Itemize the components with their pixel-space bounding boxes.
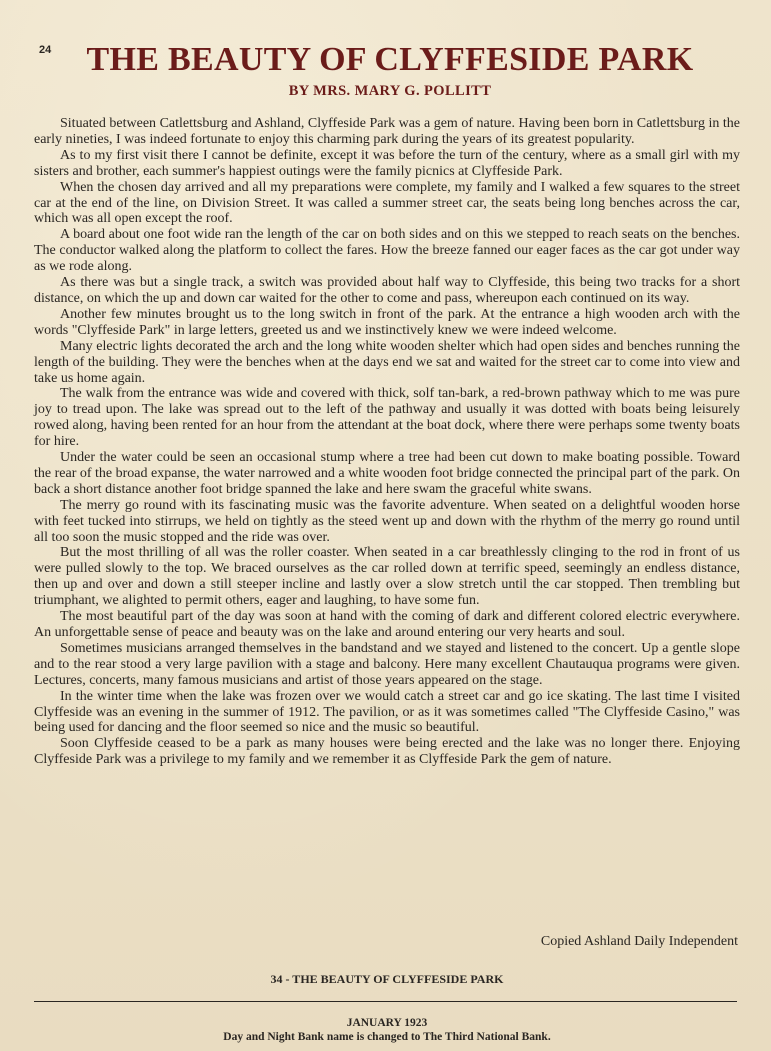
article-paragraph: Soon Clyffeside ceased to be a park as many houses were being erected and the lake was no longer there. Enjoying Clyffeside Park was a privilege to my family and we remember it as Clyffeside Park the gem of nature. <box>34 736 740 768</box>
article-paragraph: The walk from the entrance was wide and covered with thick, solf tan-bark, a red-brown pathway which to me was pure joy to tread upon. The lake was spread out to the left of the pathway and usually it was dotted with boats being leisurely rowed along, having been rented for an hour from the attendant at the boat dock, where there were perhaps some twenty boats for hire. <box>34 386 740 450</box>
article-paragraph: As to my first visit there I cannot be definite, except it was before the turn of the century, where as a small girl with my sisters and brother, each summer's happiest outings were the family picnics at Clyffeside Park. <box>34 147 740 179</box>
article-paragraph: Under the water could be seen an occasional stump where a tree had been cut down to make boating possible. Toward the rear of the broad expanse, the water narrowed and a white wooden foot bridge connected the principal part of the park. On back a short distance another foot bridge spanned the lake and here swam the graceful white swans. <box>34 450 740 497</box>
article-paragraph: When the chosen day arrived and all my preparations were complete, my family and I walked a few squares to the street car at the end of the line, on Division Street. It was called a summer street car, the seats being long benches across the car, which was all open except the roof. <box>34 179 740 227</box>
article-paragraph: The most beautiful part of the day was soon at hand with the coming of dark and different colored electric everywhere. An unforgettable sense of peace and beauty was on the lake and around entering our very hearts and soul. <box>34 609 740 640</box>
article-paragraph: Sometimes musicians arranged themselves in the bandstand and we stayed and listened to the concert. Up a gentle slope and to the rear stood a very large pavilion with a stage and balcony. Here many excellent Chautauqua programs were given. Lectures, concerts, many famous musicians and artist of those years appeared on the stage. <box>34 640 740 688</box>
article-paragraph: Many electric lights decorated the arch and the long white wooden shelter which had open sides and benches running the length of the building. They were the benches when at the days end we sat and waited for the street car to come into view and take us home again. <box>34 338 740 386</box>
article-byline: BY MRS. MARY G. POLLITT <box>288 83 492 99</box>
article-paragraph: Situated between Catlettsburg and Ashland, Clyffeside Park was a gem of nature. Having been born in Catlettsburg in the early nineties, I was indeed fortunate to enjoy this charming park during the years of its greatest popularity. <box>34 116 740 147</box>
source-credit: Copied Ashland Daily Independent <box>540 934 738 949</box>
article-paragraph: As there was but a single track, a switch was provided about half way to Clyffeside, this being two tracks for a short distance, on which the up and down car waited for the other to come and pass, whereupon each continued on its way. <box>34 275 740 306</box>
article-paragraph: A board about one foot wide ran the length of the car on both sides and on this we stepped to reach seats on the benches. The conductor walked along the platform to collect the fares. How the breeze fanned our eager faces as the car got under way as we rode along. <box>34 227 740 275</box>
page-number: 24 <box>39 44 52 56</box>
article-paragraph: The merry go round with its fascinating music was the favorite adventure. When seated on a delightful wooden horse with feet tucked into stirrups, we held on tightly as the steed went up and down with the rhythm of the merry go round until all too soon the music stopped and the ride was over. <box>34 497 740 545</box>
article-paragraph: But the most thrilling of all was the roller coaster. When seated in a car breathlessly clinging to the rod in front of us were pulled slowly to the top. We braced ourselves as the car rolled down at terrific speed, seemingly an endless distance, then up and over and down a still steeper incline and lastly over a slow stretch until the car stopped. Then trembling but triumphant, we alighted to permit others, eager and laughing, to have some fun. <box>34 545 740 609</box>
event-date: JANUARY 1923 <box>346 1017 428 1029</box>
article-body <box>34 116 740 768</box>
footer-caption: 34 - THE BEAUTY OF CLYFFESIDE PARK <box>270 972 504 986</box>
event-text: Day and Night Bank name is changed to The Third National Bank. <box>223 1031 551 1043</box>
article-title: THE BEAUTY OF CLYFFESIDE PARK <box>86 41 694 78</box>
article-paragraph: In the winter time when the lake was frozen over we would catch a street car and go ice skating. The last time I visited Clyffeside was an evening in the summer of 1912. The pavilion, or as it was sometimes called "The Clyffeside Casino," was being used for dancing and the floor seemed so nice and the music so beautiful. <box>34 688 740 736</box>
article-paragraph: Another few minutes brought us to the long switch in front of the park. At the entrance a high wooden arch with the words "Clyffeside Park" in large letters, greeted us and we instinctively knew we were indeed welcome. <box>34 306 740 338</box>
divider-rule <box>34 1001 737 1002</box>
